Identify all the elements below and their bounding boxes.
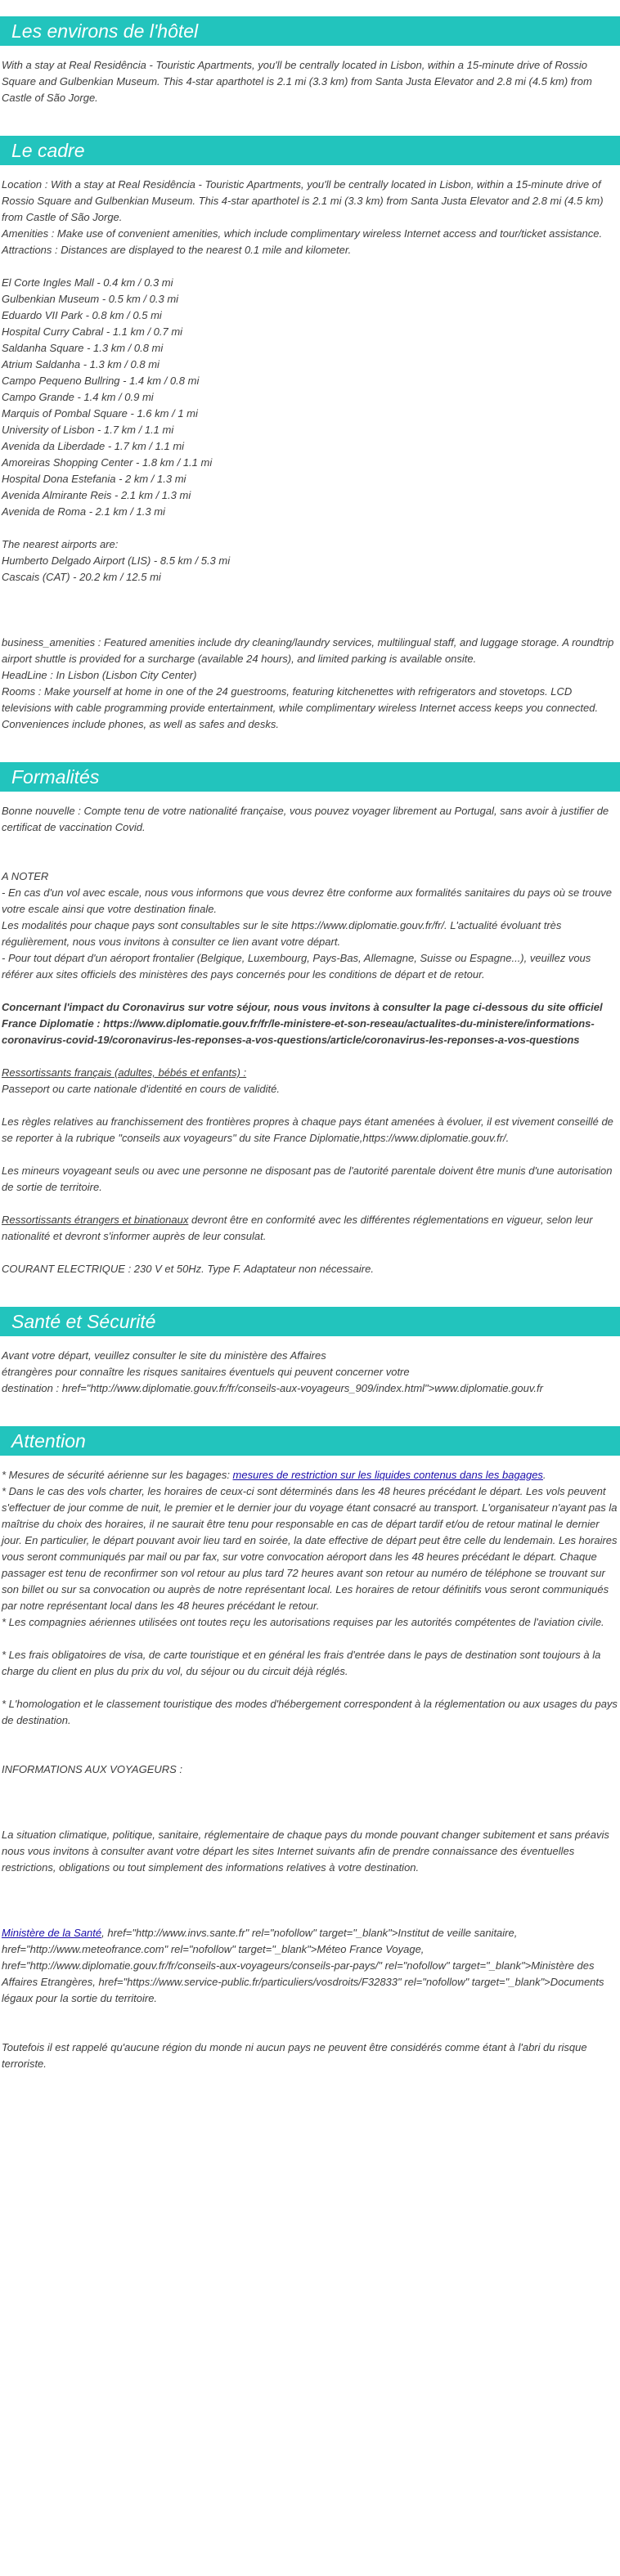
covid-notice: Concernant l'impact du Coronavirus sur votre séjour, nous vous invitons à consulter la page ci-dessous du site officiel France Diplomatie : https://www.diplomatie.gouv.fr/fr/le-ministere-et-son-reseau/actualites-du-ministere/informations-coronavirus-covid-19/coronavirus-les-reponses-a-vos-questions/article/coronavirus-les-reponses-a-vos-questions (2, 1001, 603, 1046)
situation-line-1: La situation climatique, politique, sanitaire, réglementaire de chaque pays du monde pouvant changer subitement et sans préavis (2, 1829, 609, 1841)
mesures-securite (2, 1467, 618, 1483)
noter-escale: - En cas d'un vol avec escale, nous vous informons que vous devrez être conforme aux formalités sanitaires du pays où se trouve votre escale ainsi que votre destination finale. (2, 886, 613, 915)
frais-obligatoires: * Les frais obligatoires de visa, de carte touristique et en général les frais d'entrée dans le pays de destination sont toujours à la charge du client en plus du prix du vol, du séjour ou du circuit déjà réglés. (2, 1649, 601, 1677)
distance-item: Hospital Curry Cabral - 1.1 km / 0.7 mi (2, 325, 183, 338)
ressortissants-francais-text: Passeport ou carte nationale d'identité en cours de validité. (2, 1083, 280, 1095)
cadre-business-amenities: business_amenities : Featured amenities include dry cleaning/laundry services, multilingual staff, and luggage storage. A roundtrip airport shuttle is provided for a surcharge (available 24 hours), and limited parking is available onsite. (2, 636, 614, 665)
formalites-bonne-nouvelle: Bonne nouvelle : Compte tenu de votre nationalité française, vous pouvez voyager librement au Portugal, sans avoir à justifier de certificat de vaccination Covid. (2, 805, 609, 833)
mesures-suffix: . (542, 1469, 546, 1481)
homologation: * L'homologation et le classement touristique des modes d'hébergement correspondent à la réglementation ou aux usages du pays de destination. (2, 1698, 618, 1726)
distance-item: Campo Grande - 1.4 km / 0.9 mi (2, 391, 154, 403)
ressortissants-francais-title: Ressortissants français (adultes, bébés et enfants) : (2, 1066, 247, 1079)
noter-frontalier: - Pour tout départ d'un aéroport frontalier (Belgique, Luxembourg, Pays-Bas, Allemagne, Suisse ou Espagne...), veuillez vous référer aux sites officiels des ministères des pays concernés pour les conditions de départ et de retour. (2, 952, 591, 981)
section-body-environs (0, 57, 620, 106)
section-body-attention (0, 1467, 620, 2072)
distance-item: Campo Pequeno Bullring - 1.4 km / 0.8 mi (2, 375, 200, 387)
noter-modalites: Les modalités pour chaque pays sont consultables sur le site https://www.diplomatie.gouv.fr/fr/. L'actualité évoluant très régulièrement, nous vous invitons à consulter ce lien avant votre départ. (2, 919, 562, 948)
airports-heading: The nearest airports are: (2, 538, 119, 550)
ressortissants-etrangers-text: devront être en conformité avec les différentes réglementations en vigueur, selon leur nationalité et devront s'informer auprès de leur consulat. (2, 1214, 593, 1242)
sante-line-1: Avant votre départ, veuillez consulter le site du ministère des Affaires (2, 1349, 326, 1362)
mesures-prefix: * Mesures de sécurité aérienne sur les bagages: (2, 1469, 233, 1481)
section-environs (0, 16, 620, 106)
airport-item: Humberto Delgado Airport (LIS) - 8.5 km / 5.3 mi (2, 554, 231, 567)
compagnies-aeriennes: * Les compagnies aériennes utilisées ont toutes reçu les autorisations requises par les autorités compétentes de l'aviation civile. (2, 1616, 604, 1628)
sites-liens-rest: , href="http://www.invs.sante.fr" rel="nofollow" target="_blank">Institut de veille sanitaire, href="http://www.meteofrance.com" rel="nofollow" target="_blank">Méteo France Voyage, href="http://www.diplomatie.gouv.fr/fr/conseils-aux-voyageurs/conseils-par-pays/" rel="nofollow" target="_blank">Ministère des Affaires Etrangères, href="https://www.service-public.fr/particuliers/vosdroits/F32833" rel="nofollow" target="_blank">Documents légaux pour la sortie du territoire. (2, 1927, 604, 2004)
section-title-sante: Santé et Sécurité (0, 1307, 620, 1336)
section-formalites (0, 762, 620, 1277)
ressortissants-etrangers (2, 1212, 618, 1245)
ministere-sante-link[interactable]: Ministère de la Santé (2, 1927, 102, 1939)
regles-frontieres: Les règles relatives au franchissement des frontières propres à chaque pays étant amenées à évoluer, il est vivement conseillé de se reporter à la rubrique "conseils aux voyageurs" du site France Diplomatie,https://www.diplomatie.gouv.fr/. (2, 1115, 613, 1144)
section-title-environs: Les environs de l'hôtel (0, 16, 620, 46)
section-cadre (0, 136, 620, 733)
informations-voyageurs-title: INFORMATIONS AUX VOYAGEURS : (2, 1763, 183, 1775)
distance-item: University of Lisbon - 1.7 km / 1.1 mi (2, 424, 174, 436)
risque-terroriste: Toutefois il est rappelé qu'aucune région du monde ni aucun pays ne peuvent être considérés comme étant à l'abri du risque terroriste. (2, 2041, 587, 2070)
cadre-rooms: Rooms : Make yourself at home in one of the 24 guestrooms, featuring kitchenettes with refrigerators and stovetops. LCD televisions with cable programming provide entertainment, while complimentary wireless Internet access keeps you connected. Conveniences include phones, as well as safes and desks. (2, 685, 599, 730)
vols-charter: * Dans le cas des vols charter, les horaires de ceux-ci sont déterminés dans les 48 heures précédant le départ. Les vols peuvent s'effectuer de jour comme de nuit, le premier et le dernier jour du voyage étant consacré au transport. L'organisateur n'ayant pas la maîtrise du choix des horaires, il ne saurait être tenu pour responsable en cas de départ tardif et/ou de retour matinal le dernier jour. En particulier, le départ pouvant avoir lieu tard en soirée, la date effective de départ peut être celle du lendemain. Les horaires vous seront communiqués par mail ou par fax, sur votre convocation aéroport dans les 48 heures précédant le départ. Chaque passager est tenu de reconfirmer son vol retour au plus tard 72 heures avant son retour au numéro de téléphone se trouvant sur son billet ou sur sa convocation ou auprès de notre représentant local. Les horaires de retour définitifs vous seront communiqués par notre représentant local dans les 48 heures précédant le retour. (2, 1485, 618, 1612)
mineurs-notice: Les mineurs voyageant seuls ou avec une personne ne disposant pas de l'autorité parentale doivent être munis d'une autorisation de sortie de territoire. (2, 1165, 613, 1193)
cadre-amenities: Amenities : Make use of convenient amenities, which include complimentary wireless Internet access and tour/ticket assistance. (2, 227, 603, 240)
noter-title: A NOTER (2, 870, 49, 882)
section-body-sante (0, 1348, 620, 1397)
distance-item: Marquis of Pombal Square - 1.6 km / 1 mi (2, 407, 198, 420)
cadre-headline: HeadLine : In Lisbon (Lisbon City Center) (2, 669, 197, 681)
distance-list (2, 275, 618, 520)
distance-item: Avenida da Liberdade - 1.7 km / 1.1 mi (2, 440, 185, 452)
liquides-restriction-link[interactable]: mesures de restriction sur les liquides contenus dans les bagages (232, 1469, 543, 1481)
distance-item: Avenida de Roma - 2.1 km / 1.3 mi (2, 505, 165, 518)
section-body-cadre (0, 177, 620, 733)
cadre-location: Location : With a stay at Real Residência - Touristic Apartments, you'll be centrally located in Lisbon, within a 15-minute drive of Rossio Square and Gulbenkian Museum. This 4-star aparthotel is 2.1 mi (3.3 km) from Santa Justa Elevator and 2.8 mi (4.5 km) from Castle of São Jorge. (2, 178, 604, 223)
sante-line-3: destination : href="http://www.diplomatie.gouv.fr/fr/conseils-aux-voyageurs_909/index.html">www.diplomatie.gouv.fr (2, 1382, 543, 1394)
distance-item: Amoreiras Shopping Center - 1.8 km / 1.1 mi (2, 456, 213, 469)
environs-text: With a stay at Real Residência - Touristic Apartments, you'll be centrally located in Lisbon, within a 15-minute drive of Rossio Square and Gulbenkian Museum. This 4-star aparthotel is 2.1 mi (3.3 km) from Santa Justa Elevator and 2.8 mi (4.5 km) from Castle of São Jorge. (2, 59, 592, 104)
distance-item: Avenida Almirante Reis - 2.1 km / 1.3 mi (2, 489, 191, 501)
distance-item: Eduardo VII Park - 0.8 km / 0.5 mi (2, 309, 162, 321)
cadre-attractions: Attractions : Distances are displayed to the nearest 0.1 mile and kilometer. (2, 244, 352, 256)
ressortissants-etrangers-title: Ressortissants étrangers et binationaux (2, 1214, 189, 1226)
section-sante (0, 1307, 620, 1397)
airport-item: Cascais (CAT) - 20.2 km / 12.5 mi (2, 571, 161, 583)
section-title-cadre: Le cadre (0, 136, 620, 165)
section-attention (0, 1426, 620, 2072)
section-title-formalites: Formalités (0, 762, 620, 792)
distance-item: Hospital Dona Estefania - 2 km / 1.3 mi (2, 473, 186, 485)
courant-electrique: COURANT ELECTRIQUE : 230 V et 50Hz. Type F. Adaptateur non nécessaire. (2, 1263, 374, 1275)
sites-liens (2, 1925, 618, 2007)
sante-line-2: étrangères pour connaître les risques sanitaires éventuels qui peuvent concerner votre (2, 1366, 410, 1378)
section-body-formalites (0, 803, 620, 1277)
section-title-attention: Attention (0, 1426, 620, 1456)
distance-item: Gulbenkian Museum - 0.5 km / 0.3 mi (2, 293, 179, 305)
distance-item: Saldanha Square - 1.3 km / 0.8 mi (2, 342, 164, 354)
situation-line-2: nous vous invitons à consulter avant votre départ les sites Internet suivants afin de prendre connaissance des éventuelles restrictions, obligations ou tout simplement des informations relatives à votre destination. (2, 1845, 575, 1874)
distance-item: El Corte Ingles Mall - 0.4 km / 0.3 mi (2, 276, 173, 289)
distance-item: Atrium Saldanha - 1.3 km / 0.8 mi (2, 358, 159, 370)
